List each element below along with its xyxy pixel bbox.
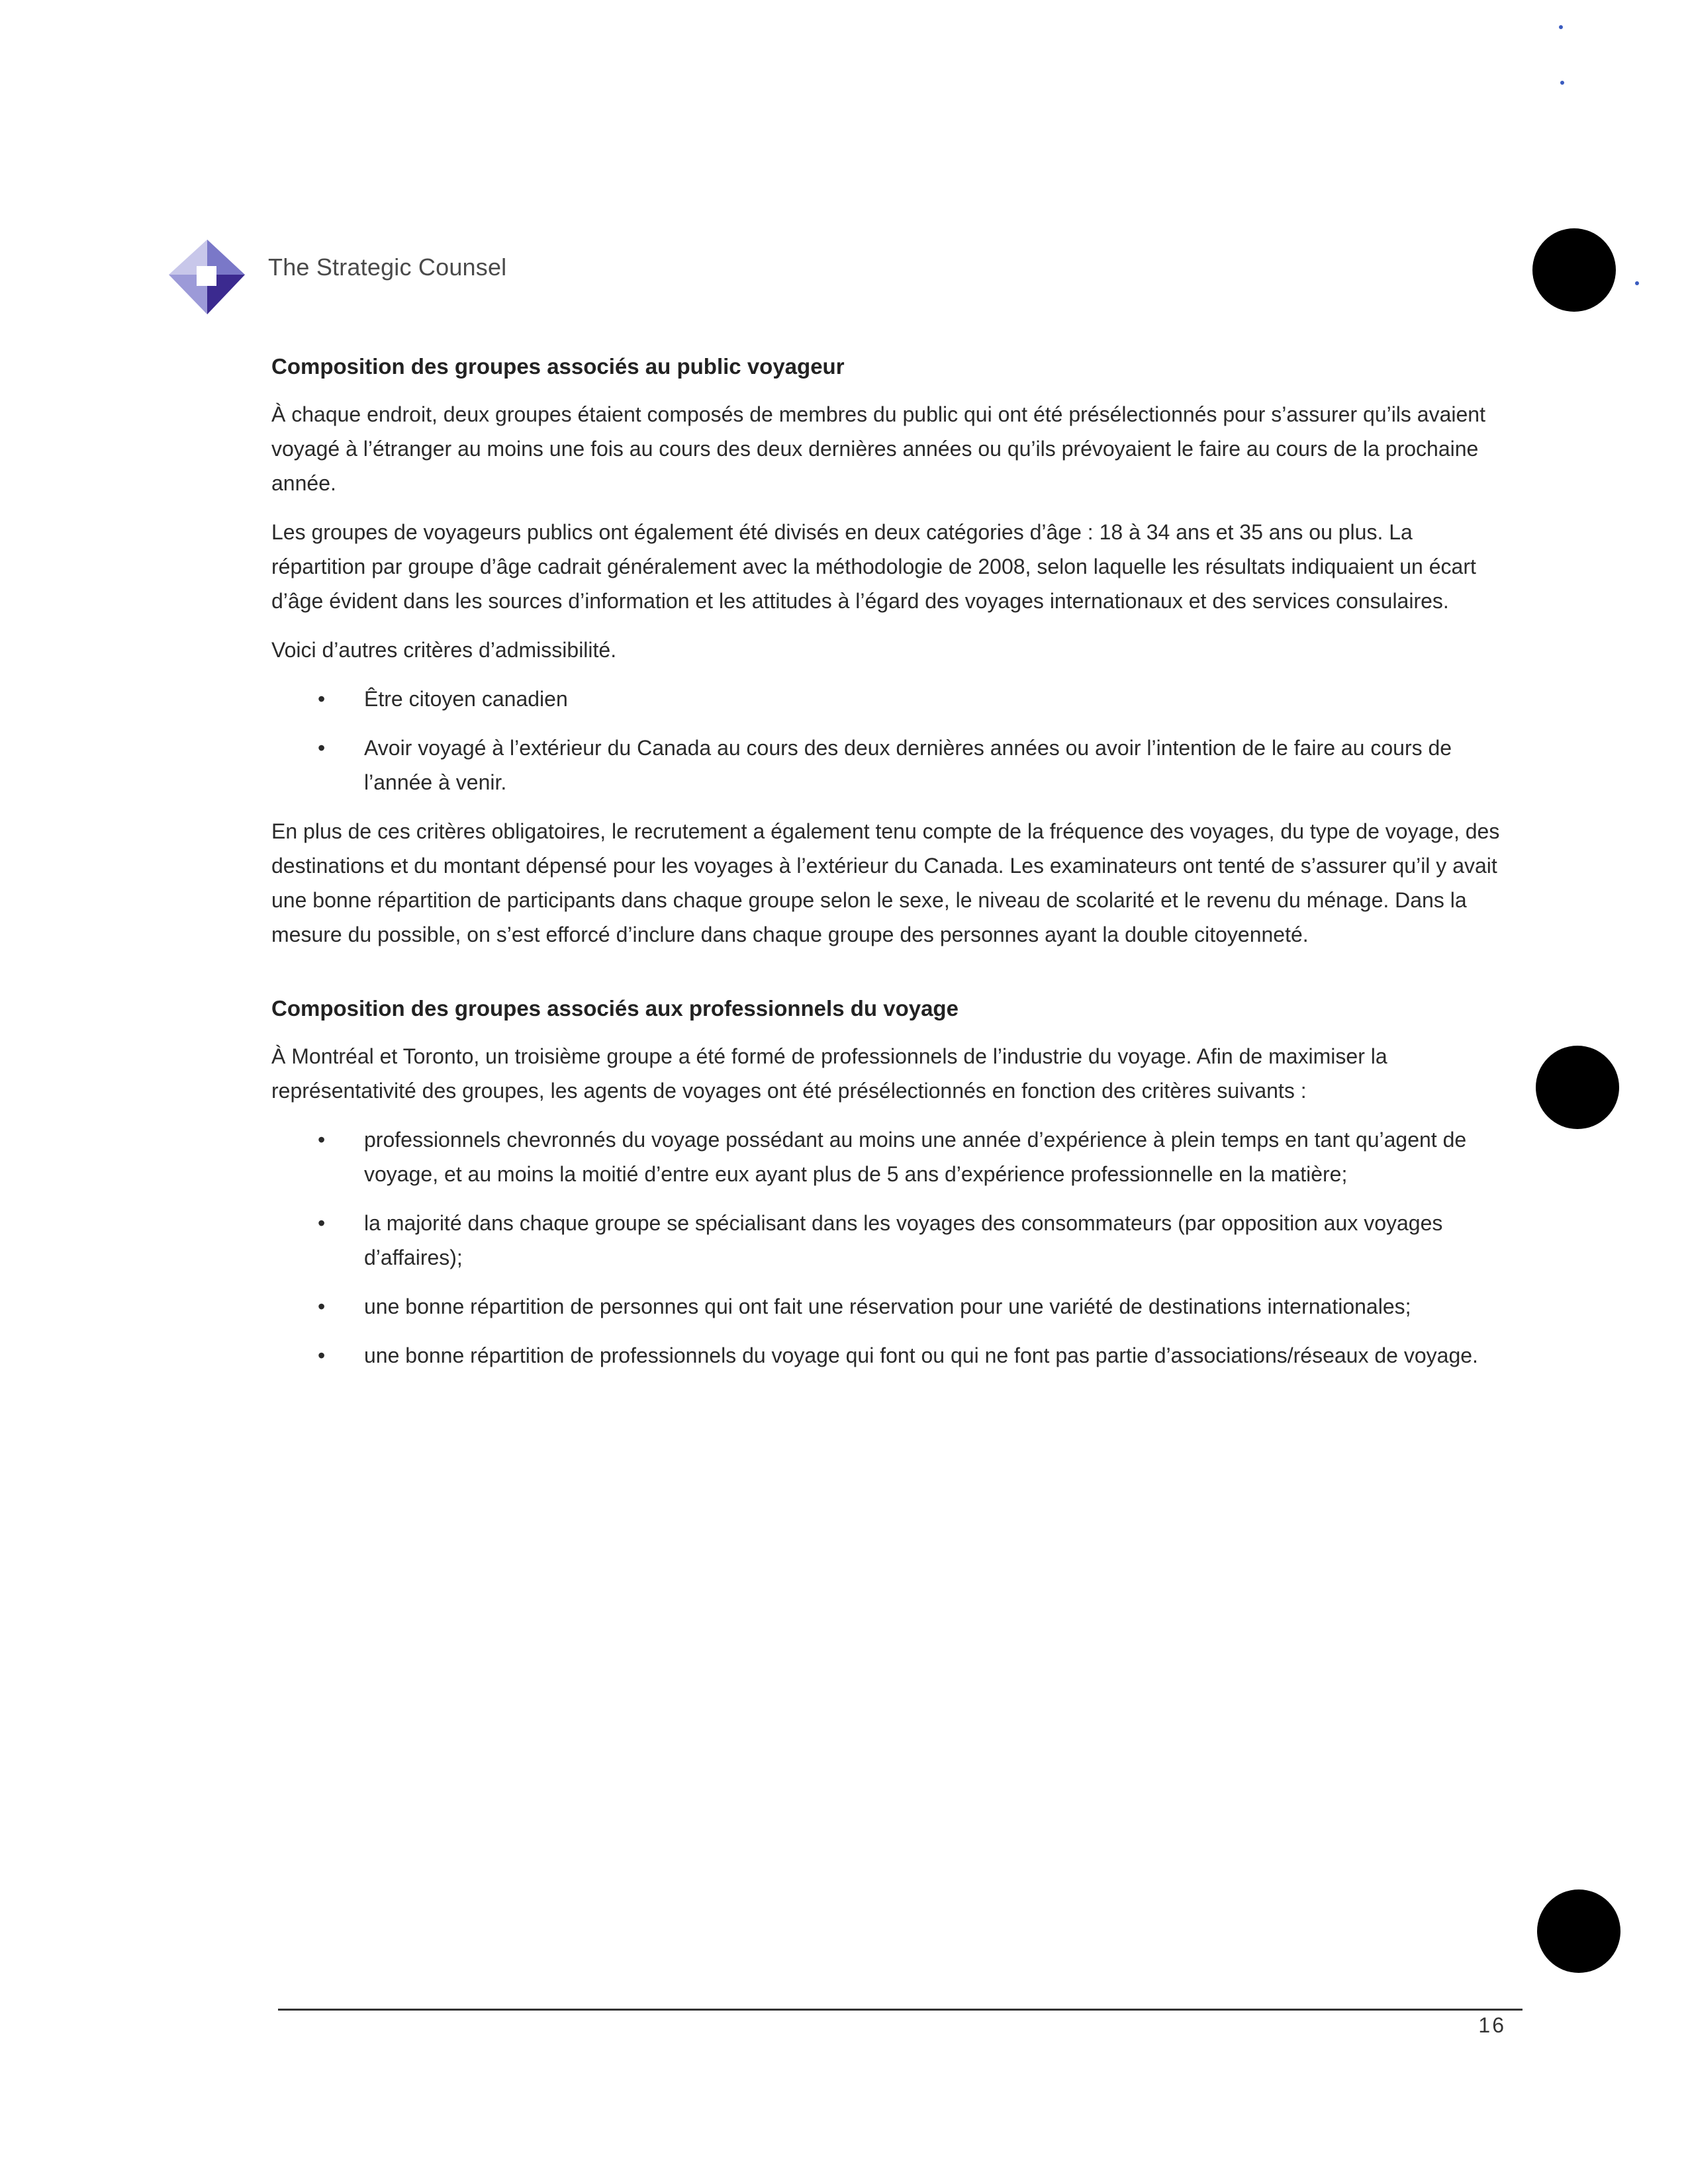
list-item: [271, 1122, 1509, 1191]
list-item-text: une bonne répartition de personnes qui ont fait une réservation pour une variété de destinations internationales;: [364, 1295, 1411, 1318]
scan-speck: [1560, 81, 1564, 85]
paragraph: Voici d’autres critères d’admissibilité.: [271, 638, 617, 662]
list-item: [271, 682, 1509, 716]
bullet-icon: •: [318, 1211, 326, 1235]
list-item: [271, 1206, 1509, 1275]
paragraph: À chaque endroit, deux groupes étaient composés de membres du public qui ont été présélectionnés pour s’assurer qu’ils avaient voyagé à l’étranger au moins une fois au cours des deux dernières années ou qu’ils prévoyaient le faire au cours de la prochaine année.: [271, 402, 1485, 495]
page-number: 16: [1478, 2013, 1506, 2037]
eligibility-list: [271, 682, 1509, 799]
list-item: [271, 1338, 1509, 1373]
list-item: [271, 731, 1509, 799]
list-item-text: Être citoyen canadien: [364, 687, 568, 711]
paragraph: Les groupes de voyageurs publics ont également été divisés en deux catégories d’âge : 18 à 34 ans et 35 ans ou plus. La répartition par groupe d’âge cadrait généralement avec la méthodologie de 2008, selon laquelle les résultats indiquaient un écart d’âge évident dans les sources d’information et les attitudes à l’égard des voyages internationaux et des services consulaires.: [271, 520, 1476, 613]
footer-rule: [278, 2009, 1523, 2011]
list-item-text: une bonne répartition de professionnels du voyage qui font ou qui ne font pas partie d’associations/réseaux de voyage.: [364, 1343, 1478, 1367]
criteria-list: [271, 1122, 1509, 1373]
list-item-text: la majorité dans chaque groupe se spécialisant dans les voyages des consommateurs (par opposition aux voyages d’affaires);: [364, 1211, 1443, 1269]
list-item-text: professionnels chevronnés du voyage possédant au moins une année d’expérience à plein temps en tant qu’agent de voyage, et au moins la moitié d’entre eux ayant plus de 5 ans d’expérience professionnelle en la matière;: [364, 1128, 1467, 1186]
strategic-counsel-logo-icon: [162, 232, 248, 318]
brand-name: The Strategic Counsel: [268, 253, 507, 281]
binder-hole-middle: [1536, 1046, 1619, 1129]
binder-hole-bottom: [1537, 1889, 1620, 1973]
binder-hole-top: [1532, 228, 1616, 312]
section-heading-public: Composition des groupes associés au public voyageur: [271, 354, 845, 379]
bullet-icon: •: [318, 1295, 326, 1318]
document-body: [271, 351, 1509, 1387]
list-item-text: Avoir voyagé à l’extérieur du Canada au cours des deux dernières années ou avoir l’intention de le faire au cours de l’année à venir.: [364, 736, 1452, 794]
bullet-icon: •: [318, 687, 326, 711]
scan-speck: [1635, 281, 1639, 285]
section-heading-professionals: Composition des groupes associés aux professionnels du voyage: [271, 996, 959, 1021]
scan-speck: [1559, 25, 1563, 29]
paragraph: À Montréal et Toronto, un troisième groupe a été formé de professionnels de l’industrie du voyage. Afin de maximiser la représentativité des groupes, les agents de voyages ont été présélectionnés en fonction des critères suivants :: [271, 1044, 1387, 1103]
bullet-icon: •: [318, 736, 326, 760]
bullet-icon: •: [318, 1343, 326, 1367]
list-item: [271, 1289, 1509, 1324]
bullet-icon: •: [318, 1128, 326, 1152]
paragraph: En plus de ces critères obligatoires, le recrutement a également tenu compte de la fréquence des voyages, du type de voyage, des destinations et du montant dépensé pour les voyages à l’extérieur du Canada. Les examinateurs ont tenté de s’assurer qu’il y avait une bonne répartition de participants dans chaque groupe selon le sexe, le niveau de scolarité et le revenu du ménage. Dans la mesure du possible, on s’est efforcé d’inclure dans chaque groupe des personnes ayant la double citoyenneté.: [271, 819, 1500, 946]
